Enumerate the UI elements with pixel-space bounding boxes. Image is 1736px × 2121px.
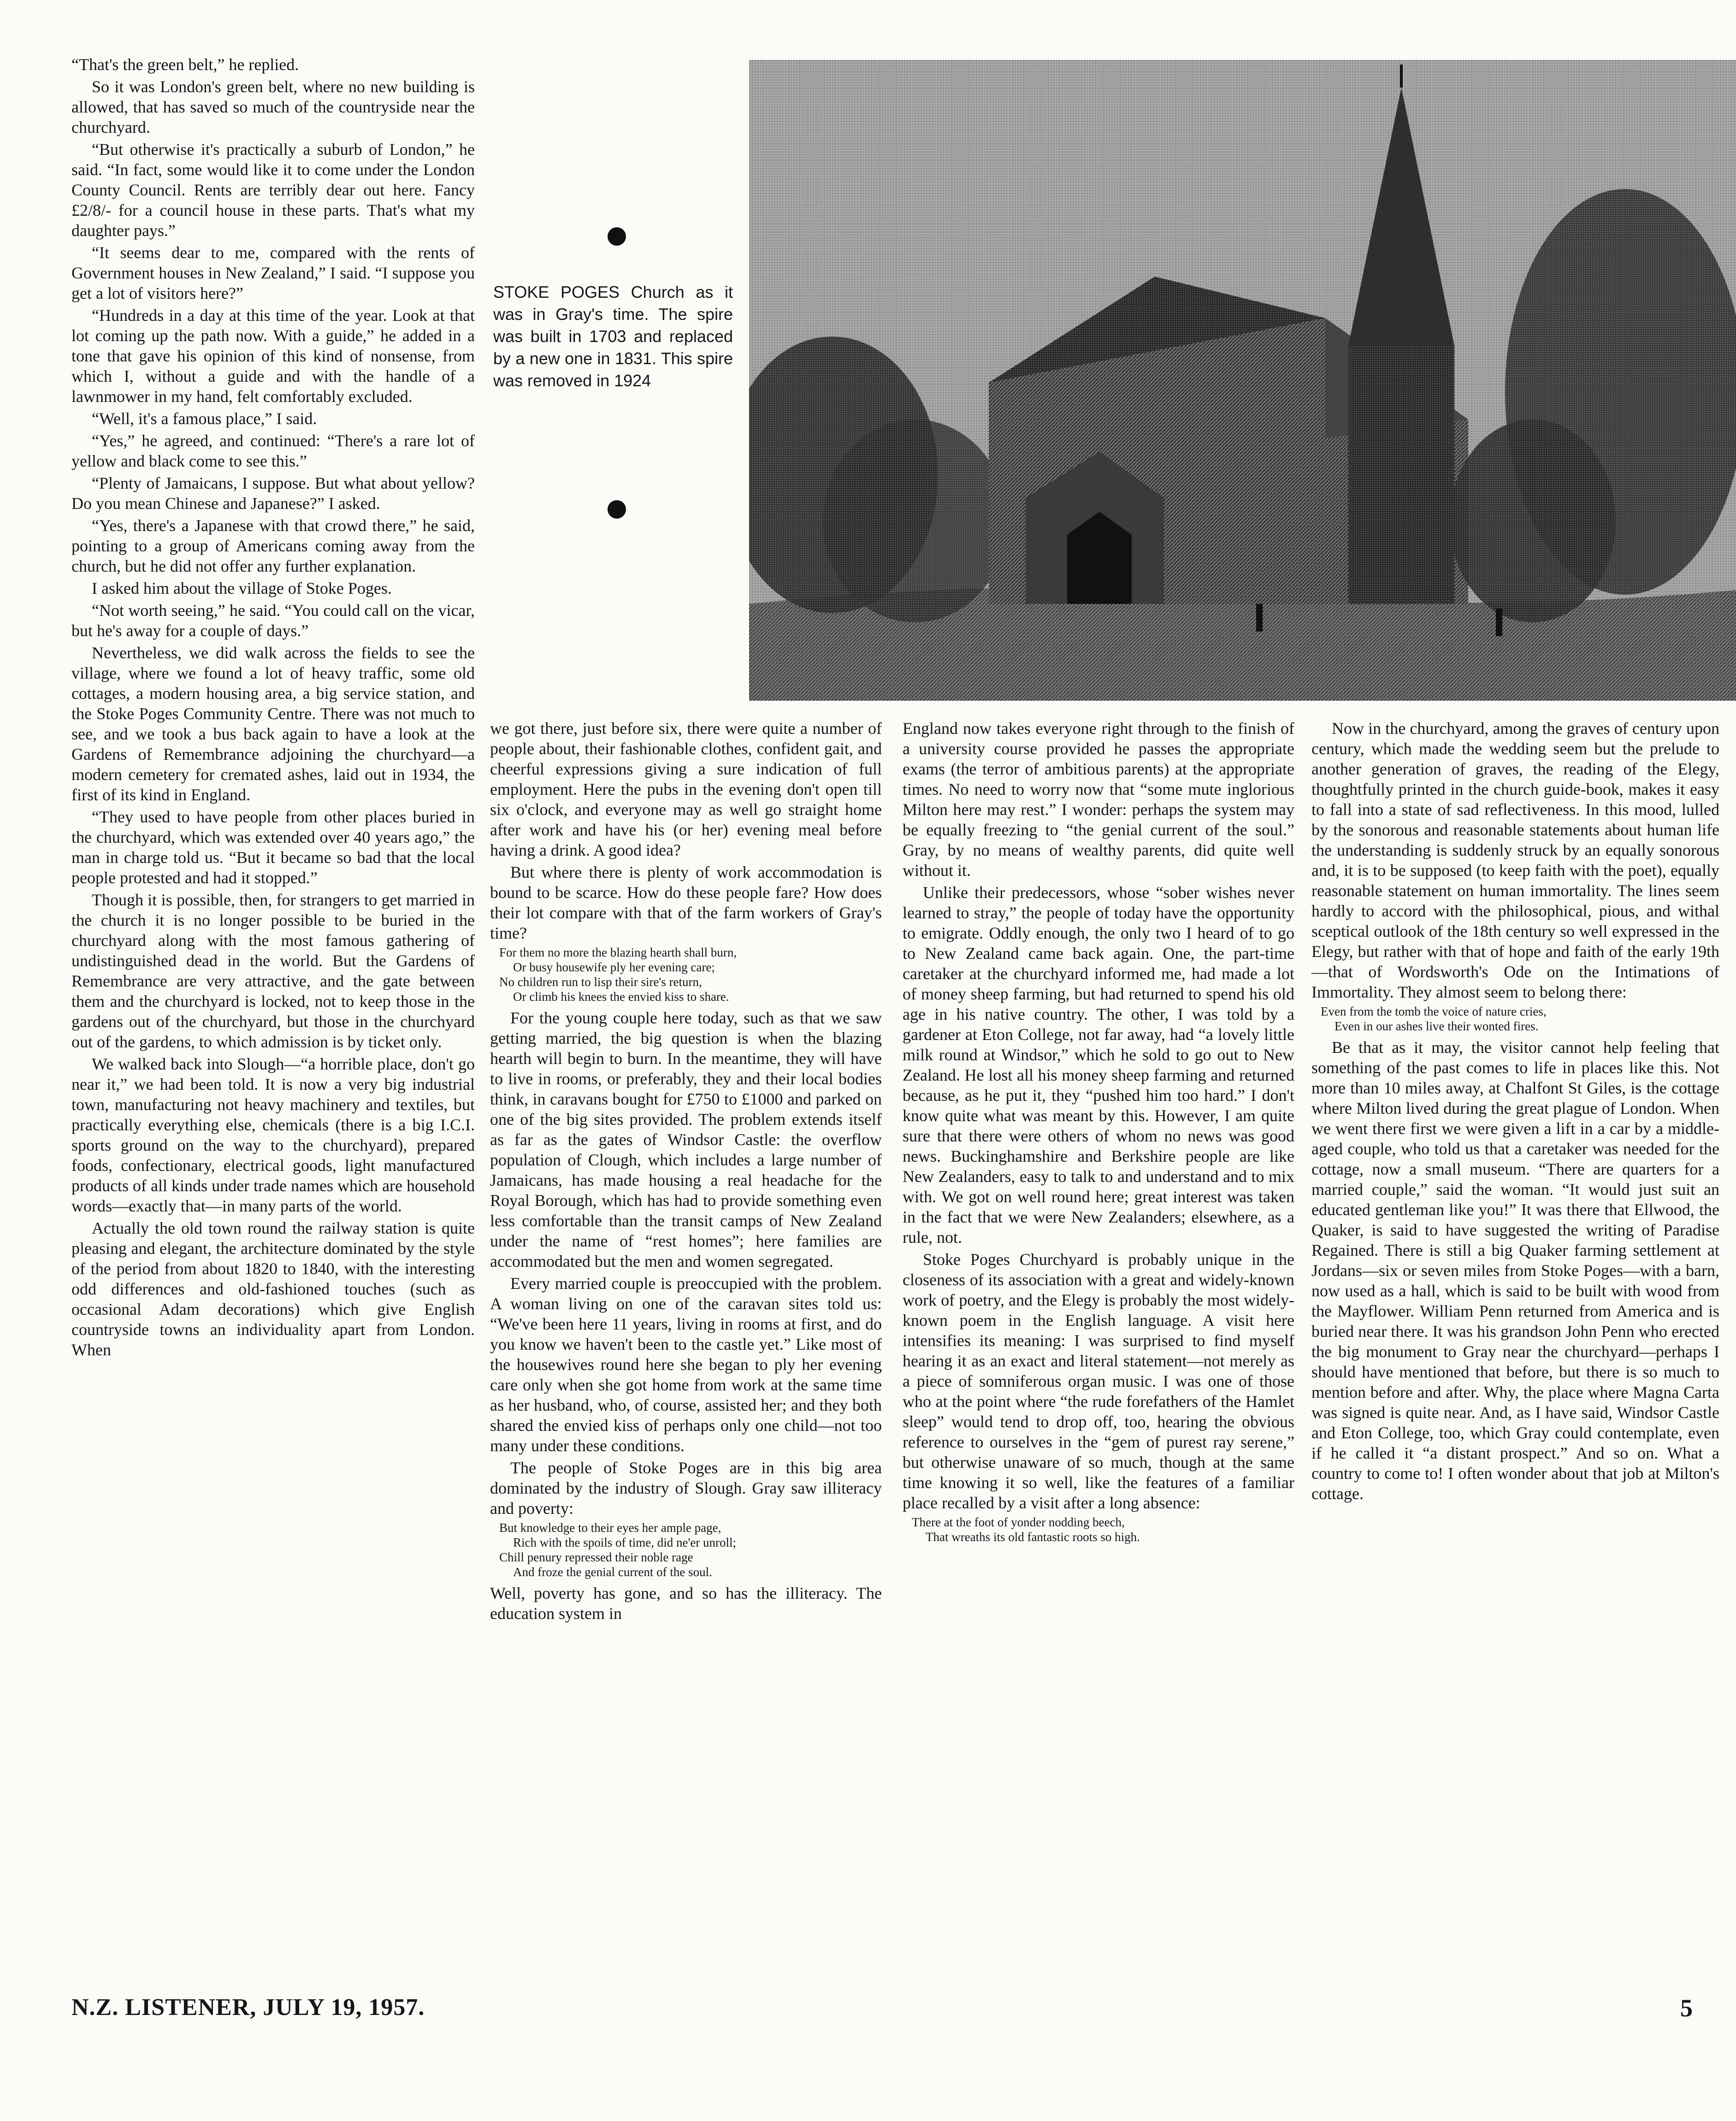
- paragraph: Now in the churchyard, among the graves of century upon century, which made the wedding seem but the prelude to another generation of graves, the reading of the Elegy, thoughtfully printed in the church guide-book, makes it easy to fall into a state of sad reflectiveness. In this mood, lulled by the sonorous and reasonable statements about human life the understanding is suddenly struck by an equally sonorous and, it is to be supposed (to keep faith with the poet), equally reasonable statement on human immortality. The lines seem hardly to accord with the philosophical, pious, and withal sceptical outlook of the 18th century so well expressed in the Elegy, but rather with that of hope and faith of the early 19th—that of Wordsworth's Ode on the Intimations of Immortality. They almost seem to belong there:: [1311, 719, 1719, 1001]
- paragraph: But where there is plenty of work accommodation is bound to be scarce. How do these people fare? How does their lot compare with that of the farm workers of Gray's time?: [490, 863, 882, 942]
- column-4: [1311, 718, 1719, 1506]
- paragraph: “Plenty of Jamaicans, I suppose. But what about yellow? Do you mean Chinese and Japanese?” I asked.: [71, 474, 475, 513]
- paragraph: The people of Stoke Poges are in this big area dominated by the industry of Slough. Gray saw illiteracy and poverty:: [490, 1459, 882, 1518]
- paragraph: I asked him about the village of Stoke Poges.: [92, 579, 392, 597]
- poem-line: Or busy housewife ply her evening care;: [513, 960, 715, 974]
- poem-quote-2: [490, 1520, 882, 1579]
- paragraph: “But otherwise it's practically a suburb of London,” he said. “In fact, some would like it to come under the London County Council. Rents are terribly dear out here. Fancy £2/8/- for a council house in these parts. That's what my daughter pays.”: [71, 140, 475, 240]
- poem-line: But knowledge to their eyes her ample page,: [499, 1521, 721, 1535]
- paragraph: “They used to have people from other places buried in the churchyard, which was extended over 40 years ago,” the man in charge told us. “But it became so bad that the local people protested and had it stopped.”: [71, 808, 475, 887]
- paragraph: For the young couple here today, such as that we saw getting married, the big question is when the blazing hearth will begin to burn. In the meantime, they will have to live in rooms, or preferably, they and their local bodies think, in caravans bought for £750 to £1000 and parked on one of the big sites provided. The problem extends itself as far as the gates of Windsor Castle: the overflow population of Clough, which includes a large number of Jamaicans, has made housing a real headache for the Royal Borough, which has had to provide something even less comfortable than the transit camps of New Zealand under the name of “rest homes”; here families are accommodated but the men and women segregated.: [490, 1009, 882, 1270]
- paragraph: Actually the old town round the railway station is quite pleasing and elegant, the architecture dominated by the style of the period from about 1820 to 1840, with the interesting odd differences and old-fashioned touches (such as occasional Adam decorations) which give English countryside towns an individuality apart from London. When: [71, 1219, 475, 1359]
- poem-quote-1: [490, 945, 882, 1004]
- paragraph: Every married couple is preoccupied with the problem. A woman living on one of the caravan sites told us: “We've been here 11 years, living in rooms at first, and do you know we haven't been to the castle yet.” Like most of the housewives round here she began to ply her evening care only when she got home from work at the same time as her husband, who, of course, assisted her; and they both shared the envied kiss of perhaps only one child—not too many under these conditions.: [490, 1274, 882, 1455]
- paragraph: “Not worth seeing,” he said. “You could call on the vicar, but he's away for a couple of days.”: [71, 601, 475, 640]
- caption-bullet-top: [608, 227, 626, 246]
- poem-line: Chill penury repressed their noble rage: [499, 1550, 693, 1564]
- poem-line: Rich with the spoils of time, did ne'er unroll;: [513, 1536, 737, 1549]
- column-1: [71, 54, 475, 1362]
- column-3: [903, 718, 1294, 1548]
- poem-quote-3: [903, 1515, 1294, 1544]
- poem-quote-4: [1311, 1004, 1719, 1034]
- poem-line: No children run to lisp their sire's return,: [499, 975, 702, 989]
- paragraph: “That's the green belt,” he replied.: [71, 55, 299, 74]
- poem-line: Or climb his knees the envied kiss to share.: [513, 990, 729, 1004]
- poem-line: Even in our ashes live their wonted fires.: [1334, 1019, 1539, 1033]
- paragraph: “Yes,” he agreed, and continued: “There's a rare lot of yellow and black come to see this.”: [71, 431, 475, 470]
- publication-footer: N.Z. LISTENER, JULY 19, 1957.: [71, 1994, 425, 2021]
- column-2: [490, 718, 882, 1625]
- page-number: 5: [1680, 1994, 1693, 2022]
- paragraph: Be that as it may, the visitor cannot help feeling that something of the past comes to life in places like this. Not more than 10 miles away, at Chalfont St Giles, is the cottage where Milton lived during the great plague of London. When we went there first we were given a lift in a car by a middle-aged couple, who told us that a caretaker was needed for the cottage, now a small museum. “There are quarters for a married couple,” said the woman. “It would just suit an educated gentleman like you!” It was there that Ellwood, the Quaker, is said to have suggested the writing of Paradise Regained. There is still a big Quaker farming settlement at Jordans—six or seven miles from Stoke Poges—with a barn, now used as a hall, which is said to be built with wood from the Mayflower. William Penn returned from America and is buried near there. It was his grandson John Penn who erected the big monument to Gray near the churchyard—perhaps I should have mentioned that before, but there is so much to mention before and after. Why, the place where Magna Carta was signed is quite near. And, as I have said, Windsor Castle and Eton College, too, which Gray could contemplate, even if he called it “a distant prospect.” And so on. What a country to come to! I often wonder about that job at Milton's cottage.: [1311, 1038, 1719, 1503]
- paragraph: England now takes everyone right through to the finish of a university course provided he passes the appropriate exams (the terror of ambitious parents) at the appropriate times. No need to worry now that “some mute inglorious Milton here may rest.” I wonder: perhaps the system may be equally freezing to “the genial current of the soul.” Gray, by no means of wealthy parents, did quite well without it.: [903, 719, 1294, 880]
- paragraph: “Yes, there's a Japanese with that crowd there,” he said, pointing to a group of Americans coming away from the church, but he did not offer any further explanation.: [71, 516, 475, 575]
- paragraph: “It seems dear to me, compared with the rents of Government houses in New Zealand,” I said. “I suppose you get a lot of visitors here?”: [71, 243, 475, 302]
- paragraph: Unlike their predecessors, whose “sober wishes never learned to stray,” the people of today have the opportunity to emigrate. Oddly enough, the only two I heard of to go to New Zealand came back again. One, the part-time caretaker at the churchyard informed me, had made a lot of money sheep farming, but had returned to spend his old age in his native country. The other, I was told by a gardener at Eton College, not far away, had “a lovely little milk round at Windsor,” which he sold to go out to New Zealand. He lost all his money sheep farming and returned because, as he put it, they “pushed him too hard.” I don't know quite what was meant by this. However, I am quite sure that there were others of whom no news was good news. Buckinghamshire and Berkshire people are like New Zealanders, easy to talk to and understand and to mix with. We got on well round here; great interest was taken in the fact that we were New Zealanders; elsewhere, as a rule, not.: [903, 883, 1294, 1247]
- poem-line: That wreaths its old fantastic roots so high.: [926, 1530, 1140, 1544]
- church-engraving-photo: [749, 60, 1736, 701]
- caption-bullet-bottom: [608, 500, 626, 519]
- paragraph: “Hundreds in a day at this time of the year. Look at that lot coming up the path now. With a guide,” he added in a tone that gave his opinion of this kind of nonsense, from which I, without a guide and with the handle of a lawnmower in my hand, felt comfortably excluded.: [71, 306, 475, 406]
- poem-line: There at the foot of yonder nodding beech,: [912, 1515, 1125, 1529]
- paragraph: We walked back into Slough—“a horrible place, don't go near it,” we had been told. It is now a very big industrial town, manufacturing not heavy machinery and textiles, but practically everything else, chemicals (there is a big I.C.I. sports ground on the way to the churchyard), prepared foods, confectionary, electrical goods, light manufactured products of all kinds under trade names which are household words—exactly that—in many parts of the world.: [71, 1055, 475, 1215]
- paragraph: Well, poverty has gone, and so has the illiteracy. The education system in: [490, 1584, 882, 1623]
- paragraph: we got there, just before six, there were quite a number of people about, their fashionable clothes, confident gait, and cheerful expressions giving a sure indication of full employment. Here the pubs in the evening don't open till six o'clock, and everyone may as well go straight home after work and have his (or her) evening meal before having a drink. A good idea?: [490, 719, 882, 859]
- paragraph: Though it is possible, then, for strangers to get married in the church it is no longer possible to be buried in the churchyard along with the most famous gathering of undistinguished dead in the world. But the Gardens of Remembrance are very attractive, and the gate between them and the churchyard is locked, not to keep those in the gardens out of the churchyard, but those in the churchyard out of the gardens, to which admission is by ticket only.: [71, 891, 475, 1051]
- poem-line: For them no more the blazing hearth shall burn,: [499, 945, 737, 959]
- paragraph: Stoke Poges Churchyard is probably unique in the closeness of its association with a great and widely-known work of poetry, and the Elegy is probably the most widely-known poem in the English language. A visit here intensifies its meaning: I was surprised to find myself hearing it as an exact and literal statement—not merely as a piece of somniferous organ music. I was one of those who at the point where “the rude forefathers of the Hamlet sleep” would tend to drop off, too, hearing the obvious reference to ourselves in the “gem of purest ray serene,” but otherwise unaware of so much, though at the same time knowing it so well, like the features of a familiar place recalled by a visit after a long absence:: [903, 1250, 1294, 1512]
- paragraph: “Well, it's a famous place,” I said.: [92, 409, 317, 428]
- photo-caption: STOKE POGES Church as it was in Gray's time. The spire was built in 1703 and replaced by a new one in 1831. This spire was removed in 1924: [493, 283, 733, 390]
- poem-line: Even from the tomb the voice of nature cries,: [1321, 1004, 1547, 1018]
- poem-line: And froze the genial current of the soul.: [513, 1565, 712, 1579]
- paragraph: Nevertheless, we did walk across the fields to see the village, where we found a lot of heavy traffic, some old cottages, a modern housing area, a big service station, and the Stoke Poges Community Centre. There was not much to see, and we took a bus back again to have a look at the Gardens of Remembrance adjoining the churchyard—a modern cemetery for cremated ashes, laid out in 1934, the first of its kind in England.: [71, 644, 475, 804]
- paragraph: So it was London's green belt, where no new building is allowed, that has saved so much of the countryside near the churchyard.: [71, 77, 475, 136]
- church-illustration: [749, 60, 1736, 701]
